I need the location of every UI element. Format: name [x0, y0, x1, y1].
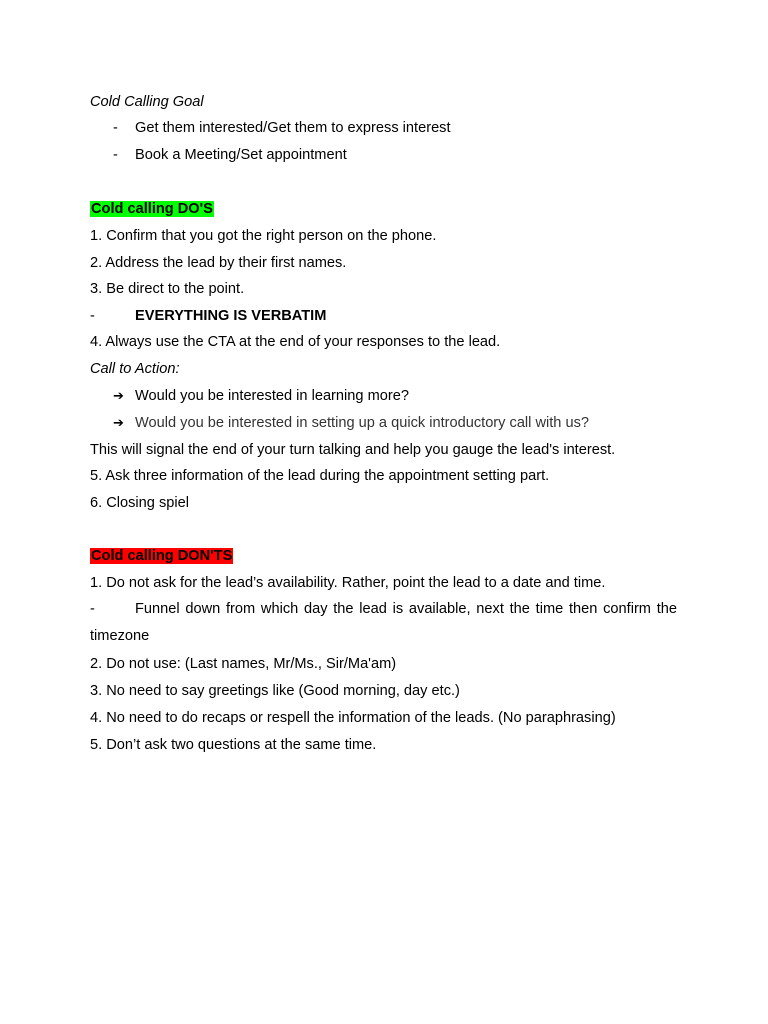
verbatim-note: EVERYTHING IS VERBATIM	[135, 308, 327, 324]
donts-item: 1. Do not ask for the lead’s availability. Rather, point the lead to a date and time.	[90, 575, 606, 591]
dos-item: 6. Closing spiel	[90, 495, 189, 511]
goal-item: Book a Meeting/Set appointment	[135, 147, 347, 163]
donts-item: 2. Do not use: (Last names, Mr/Ms., Sir/Ma'am)	[90, 656, 397, 672]
list-marker: -	[113, 147, 118, 163]
dos-item: 1. Confirm that you got the right person on the phone.	[90, 228, 437, 244]
donts-item: 3. No need to say greetings like (Good morning, day etc.)	[90, 683, 460, 699]
donts-heading-row	[90, 547, 233, 565]
goal-title: Cold Calling Goal	[90, 94, 204, 110]
cta-title: Call to Action:	[90, 361, 180, 377]
donts-heading: Cold calling DON'TS	[91, 548, 233, 564]
arrow-icon: ➔	[113, 388, 124, 403]
goal-item: Get them interested/Get them to express interest	[135, 120, 451, 136]
dos-item: 2. Address the lead by their first names.	[90, 255, 347, 271]
donts-item: 5. Don’t ask two questions at the same time.	[90, 737, 377, 753]
donts-sub-item-block	[90, 596, 677, 650]
list-marker: -	[113, 120, 118, 136]
donts-item: 4. No need to do recaps or respell the information of the leads. (No paraphrasing)	[90, 710, 616, 726]
dos-item: 5. Ask three information of the lead during the appointment setting part.	[90, 468, 550, 484]
list-marker: -	[90, 601, 95, 617]
cta-note: This will signal the end of your turn talking and help you gauge the lead's interest.	[90, 442, 616, 458]
cta-item: Would you be interested in learning more?	[135, 388, 409, 404]
arrow-icon: ➔	[113, 415, 124, 430]
dos-heading-row	[90, 200, 214, 218]
dos-item: 3. Be direct to the point.	[90, 281, 245, 297]
cta-item: Would you be interested in setting up a quick introductory call with us?	[135, 415, 590, 431]
list-marker: -	[90, 308, 95, 324]
dos-heading: Cold calling DO'S	[91, 201, 213, 217]
dos-item: 4. Always use the CTA at the end of your responses to the lead.	[90, 334, 501, 350]
donts-sub-item: Funnel down from which day the lead is available, next the time then confirm the timezone	[90, 601, 677, 644]
